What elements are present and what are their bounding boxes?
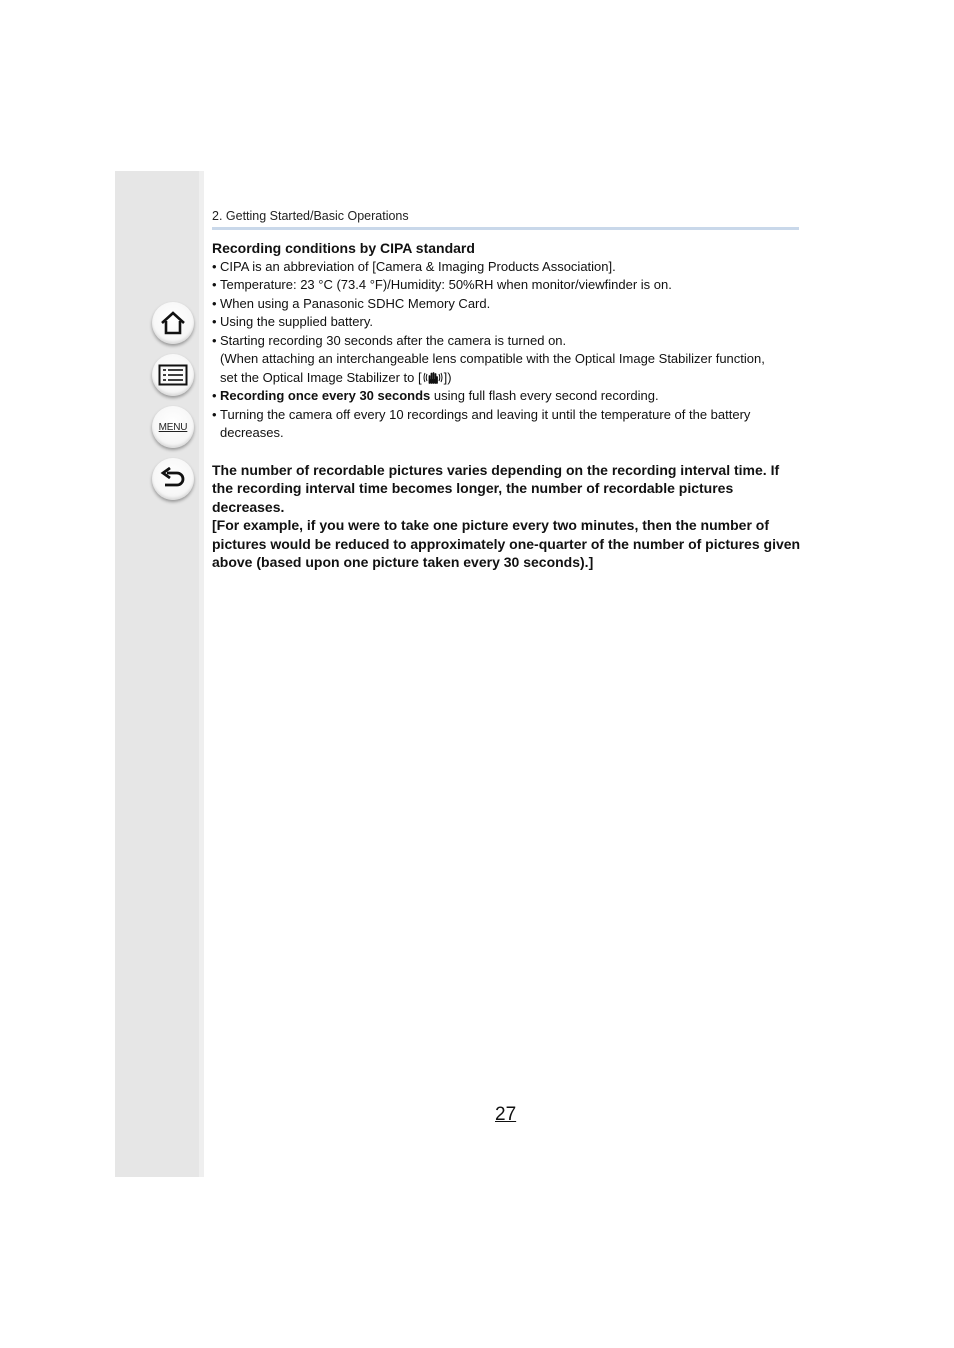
flash-condition-bold: Recording once every 30 seconds xyxy=(220,388,431,403)
stabilizer-note-line2-end: ]) xyxy=(443,369,452,385)
section-title: Recording conditions by CIPA standard xyxy=(212,240,475,256)
return-icon xyxy=(159,467,187,491)
header-rule xyxy=(212,227,799,230)
stabilizer-note-line1: (When attaching an interchangeable lens compatible with the Optical Image Stabilizer function, xyxy=(220,351,765,366)
conditions-list xyxy=(212,258,802,443)
power-off-line2: decreases. xyxy=(220,425,284,440)
contents-button[interactable] xyxy=(152,354,194,396)
list-item: • Using the supplied battery. xyxy=(212,313,802,332)
list-item xyxy=(212,406,802,443)
list-item xyxy=(212,332,802,388)
contents-list-icon xyxy=(158,364,188,386)
return-button[interactable] xyxy=(152,458,194,500)
menu-icon: MENU xyxy=(158,421,188,433)
page-number[interactable]: 27 xyxy=(495,1104,517,1125)
stabilizer-icon xyxy=(422,371,444,384)
note-paragraph: The number of recordable pictures varies depending on the recording interval time. If the recording interval time becomes longer, the number of recordable pictures decreases. xyxy=(212,461,780,515)
list-item xyxy=(212,387,802,406)
power-off-line1: Turning the camera off every 10 recordings and leaving it until the temperature of the battery xyxy=(220,406,751,422)
side-navigation-edge xyxy=(199,171,204,1177)
list-item: • Temperature: 23 °C (73.4 °F)/Humidity: 50%RH when monitor/viewfinder is on. xyxy=(212,276,802,295)
main-content xyxy=(212,239,802,572)
home-button[interactable] xyxy=(152,302,194,344)
recording-interval-note xyxy=(212,461,802,572)
stabilizer-note-line2-start: set the Optical Image Stabilizer to [ xyxy=(220,369,422,385)
list-item: • When using a Panasonic SDHC Memory Card. xyxy=(212,295,802,314)
note-example: [For example, if you were to take one picture every two minutes, then the number of pictures would be reduced to approximately one-quarter of the number of pictures given above (based upon one picture taken every 30 seconds).] xyxy=(212,517,801,570)
home-icon xyxy=(159,310,187,336)
flash-condition-text: using full flash every second recording. xyxy=(430,388,659,403)
breadcrumb: 2. Getting Started/Basic Operations xyxy=(212,209,409,223)
list-item-text: Starting recording 30 seconds after the camera is turned on. xyxy=(220,332,567,348)
list-item: • CIPA is an abbreviation of [Camera & Imaging Products Association]. xyxy=(212,258,802,277)
menu-button[interactable] xyxy=(152,406,194,448)
